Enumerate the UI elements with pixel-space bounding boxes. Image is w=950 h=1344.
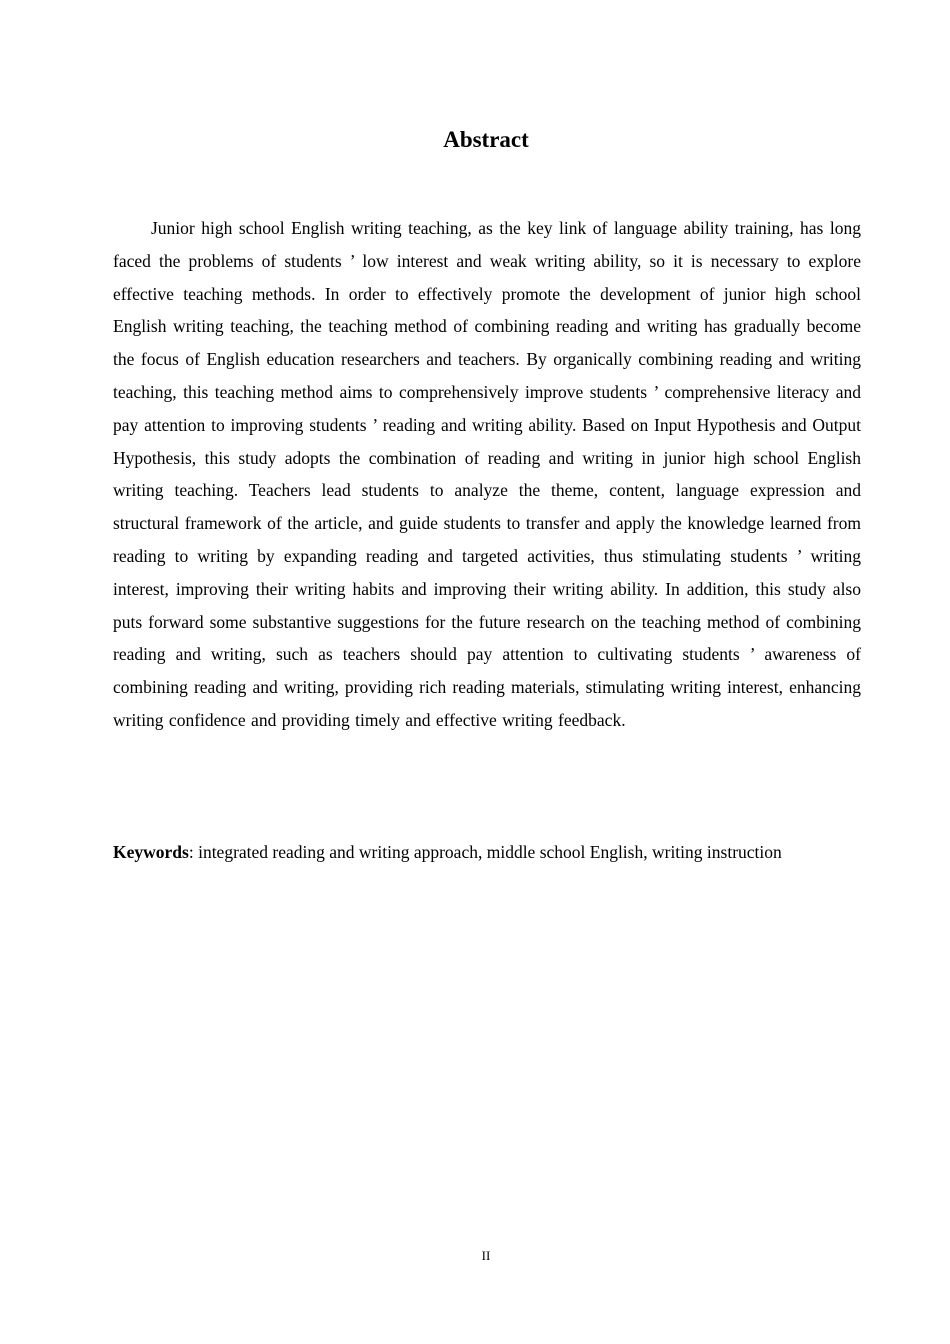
abstract-title: Abstract (443, 127, 529, 152)
keywords-label: Keywords (113, 842, 189, 862)
abstract-body: Junior high school English writing teaching, as the key link of language ability training, has long faced the problems of students ’ low interest and weak writing ability, so it is necessary to explore effective teaching methods. In order to effectively promote the development of junior high school English writing teaching, the teaching method of combining reading and writing has gradually become the focus of English education researchers and teachers. By organically combining reading and writing teaching, this teaching method aims to comprehensively improve students ’ comprehensive literacy and pay attention to improving students ’ reading and writing ability. Based on Input Hypothesis and Output Hypothesis, this study adopts the combination of reading and writing in junior high school English writing teaching. Teachers lead students to analyze the theme, content, language expression and structural framework of the article, and guide students to transfer and apply the knowledge learned from reading to writing by expanding reading and targeted activities, thus stimulating students ’ writing interest, improving their writing habits and improving their writing ability. In addition, this study also puts forward some substantive suggestions for the future research on the teaching method of combining reading and writing, such as teachers should pay attention to cultivating students ’ awareness of combining reading and writing, providing rich reading materials, stimulating writing interest, enhancing writing confidence and providing timely and effective writing feedback. (113, 218, 861, 730)
keywords-text: integrated reading and writing approach, middle school English, writing instruction (198, 842, 782, 862)
keywords-line (113, 836, 873, 868)
keywords-separator: : (188, 842, 199, 862)
page-number: II (481, 1248, 491, 1263)
